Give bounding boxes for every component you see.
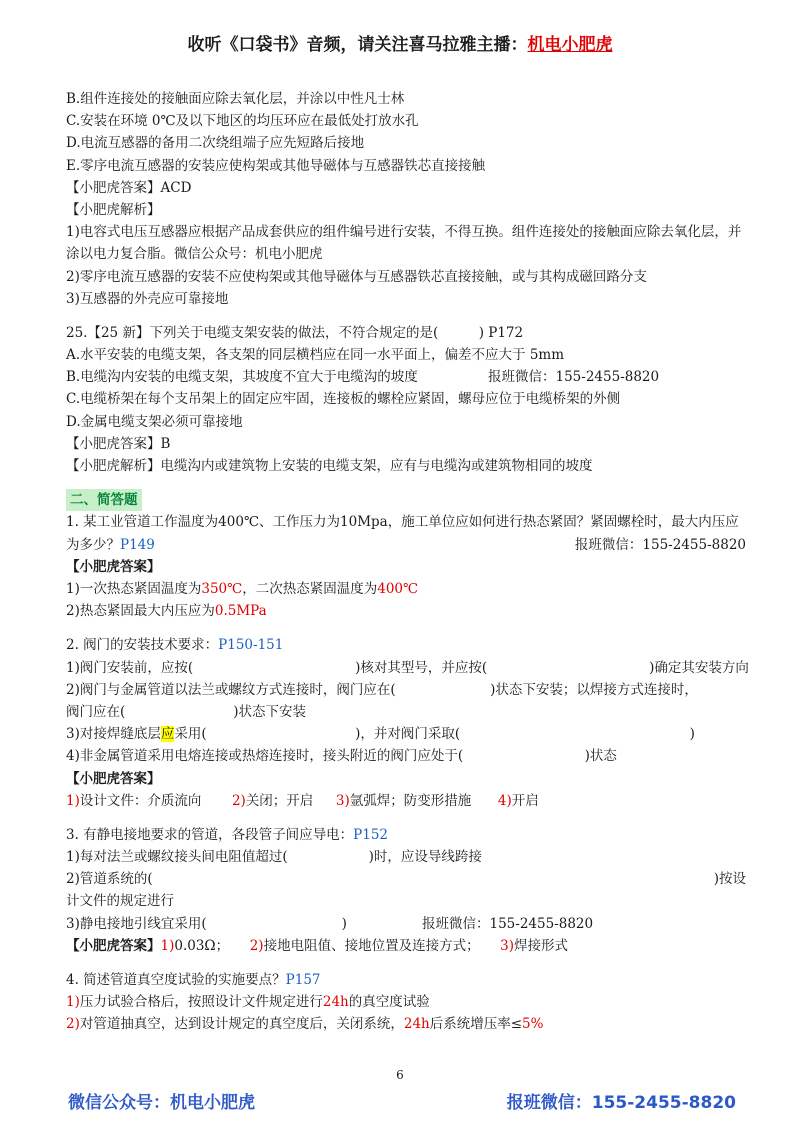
sq4-a2-pre: 对管道抽真空，达到设计规定的真空度后，关闭系统， [79,1016,404,1033]
sq3-ans3-text: 焊接形式 [514,937,569,954]
q25-answer: 【小肥虎答案】B [66,435,171,452]
sq2-stem-text: 2. 阀门的安装技术要求： [66,637,219,654]
sq1-a2-pre: 2)热态紧固最大内压应为 [66,603,215,620]
q25-option-b [66,366,746,388]
sq3-l2b-text: )按设 [713,871,746,888]
sq3-line-1: 1)每对法兰或螺纹接头间电阻值超过( )时，应设导线跨接 [66,849,482,866]
sq4-a1-post: 的真空度试验 [348,994,430,1011]
sq2-l3-highlight: 应 [160,726,175,743]
explanation-3: 3)互感器的外壳应可靠接地 [66,290,229,307]
section-heading [66,489,746,511]
sq4-a1-num: 1) [66,994,80,1011]
explanation-label: 【小肥虎解析】 [66,201,161,218]
q25-option-b-text: B.电缆沟内安装的电缆支架，其坡度不宜大于电缆沟的坡度 [66,369,418,386]
sq1-page-ref: P149 [120,536,155,553]
sq1-stem-text: 1. 某工业管道工作温度为400℃、工作压力为10Mpa，施工单位应如何进行热态紧固？紧固螺栓时，最大内压应为多少？ [66,514,739,553]
footer-wechat-account: 微信公众号：机电小肥虎 [68,1093,255,1113]
page-number: 6 [396,1068,404,1082]
sq2-ans4-text: 开启 [511,792,539,809]
sq2-line-4: 4)非金属管道采用电熔连接或热熔连接时，接头附近的阀门应处于( )状态 [66,748,617,765]
q25-option-a: A.水平安装的电缆支架，各支架的同层横档应在同一水平面上，偏差不应大于 5mm [66,347,565,364]
sq4-answer-2 [66,1013,746,1035]
sq2-page-ref: P150-151 [218,637,284,654]
footer-contact: 报班微信：155-2455-8820 [506,1093,736,1113]
sq1-answer-2 [66,600,746,622]
sq1-stem [66,511,746,555]
sq4-stem [66,969,746,991]
document-body [66,88,749,1036]
sq4-a2-value2: 5% [522,1016,544,1033]
sq3-ans2-num: 2) [249,937,264,954]
section-title: 二、简答题 [66,489,142,511]
header-prefix: 收听《口袋书》音频，请关注喜马拉雅主播： [187,35,528,55]
sq1-contact: 报班微信：155-2455-8820 [574,536,746,553]
sq2-ans3-text: 氩弧焊；防变形措施 [349,792,472,809]
explanation-2: 2)零序电流互感器的安装不应使构架或其他导磁体与互感器铁芯直接接触，或与其构成磁回路分支 [66,268,647,285]
sq1-a1-mid: ，二次热态紧固温度为 [242,581,378,597]
sq2-answers [66,790,746,812]
sq3-page-ref: P152 [353,826,389,843]
sq3-line-3 [66,913,746,935]
option-b: B.组件连接处的接触面应除去氧化层，并涂以中性凡士林 [66,91,405,107]
sq3-line-2c: 计文件的规定进行 [66,893,174,910]
sq3-ans1-text: 0.03Ω； [174,937,230,954]
sq4-a1-value: 24h [322,994,349,1011]
sq2-ans3-num: 3) [335,792,350,809]
sq1-a1-value2: 400℃ [377,581,419,597]
sq3-stem [66,824,746,846]
sq2-l3-pre: 3)对接焊缝底层 [66,726,161,743]
sq3-answers [66,935,746,957]
sq1-answer-1 [66,578,746,600]
sq2-line-3 [66,723,746,745]
sq4-a2-value1: 24h [403,1016,430,1033]
sq4-a1-pre: 压力试验合格后，按照设计文件规定进行 [79,994,323,1011]
sq1-answer-label: 【小肥虎答案】 [66,558,161,575]
q25-contact: 报班微信：155-2455-8820 [488,369,660,386]
sq2-stem [66,634,746,656]
answer-line: 【小肥虎答案】ACD [66,179,192,196]
header-author-name: 机电小肥虎 [527,35,613,55]
sq3-answer-label: 【小肥虎答案】 [66,937,161,954]
sq3-ans1-num: 1) [160,937,175,954]
page-header [0,30,800,55]
q25-option-c: C.电缆桥架在每个支吊架上的固定应牢固，连接板的螺栓应紧固，螺母应位于电缆桥架的外侧 [66,391,621,408]
sq3-ans2-text: 接地电阻值、接地位置及连接方式； [263,937,480,954]
sq4-page-ref: P157 [285,972,321,988]
sq4-stem-text: 4. 简述管道真空度试验的实施要点？ [66,972,286,988]
q25-stem: 25.【25 新】下列关于电缆支架安装的做法，不符合规定的是( ) P172 [66,324,524,341]
sq1-a2-value: 0.5MPa [214,603,267,620]
sq2-l3-post: 采用( )，并对阀门采取( ) [174,726,695,743]
option-e: E.零序电流互感器的安装应使构架或其他导磁体与互感器铁芯直接接触 [66,157,486,174]
sq2-line-2b: 阀门应在( )状态下安装 [66,703,307,720]
sq1-a1-pre: 1)一次热态紧固温度为 [66,581,202,597]
sq3-line-2a [66,868,746,890]
sq2-ans2-num: 2) [231,792,246,809]
q25-explanation: 【小肥虎解析】电缆沟内或建筑物上安装的电缆支架，应有与电缆沟或建筑物相同的坡度 [66,458,593,475]
option-d: D.电流互感器的备用二次绕组端子应先短路后接地 [66,135,365,152]
sq1-a1-value1: 350℃ [201,581,243,597]
sq3-l3-text: 3)静电接地引线宜采用( ) [66,915,347,932]
sq2-line-2a: 2)阀门与金属管道以法兰或螺纹方式连接时，阀门应在( )状态下安装；以焊接方式连接时， [66,681,698,698]
sq2-ans4-num: 4) [497,792,512,809]
sq2-ans2-text: 关闭；开启 [245,792,314,809]
q25-option-d: D.金属电缆支架必须可靠接地 [66,413,243,430]
sq3-l2a-text: 2)管道系统的( [66,871,153,888]
option-c: C.安装在环境 0℃及以下地区的均压环应在最低处打放水孔 [66,113,419,130]
sq2-ans1-text: 设计文件：介质流向 [79,792,202,809]
sq3-stem-text: 3. 有静电接地要求的管道，各段管子间应导电： [66,826,354,843]
sq4-answer-1 [66,991,746,1013]
sq2-line-1: 1)阀门安装前，应按( )核对其型号，并应按( )确定其安装方向 [66,659,749,676]
sq3-contact: 报班微信：155-2455-8820 [422,915,594,932]
sq4-a2-mid: 后系统增压率≤ [429,1016,523,1033]
explanation-1: 1)电容式电压互感器应根据产品成套供应的组件编号进行安装，不得互换。组件连接处的接触面应除去氧化层，并涂以电力复合脂。微信公众号：机电小肥虎 [66,224,742,263]
sq3-ans3-num: 3) [500,937,515,954]
sq2-answer-label: 【小肥虎答案】 [66,770,161,787]
sq2-ans1-num: 1) [66,792,80,809]
sq4-a2-num: 2) [66,1016,80,1033]
